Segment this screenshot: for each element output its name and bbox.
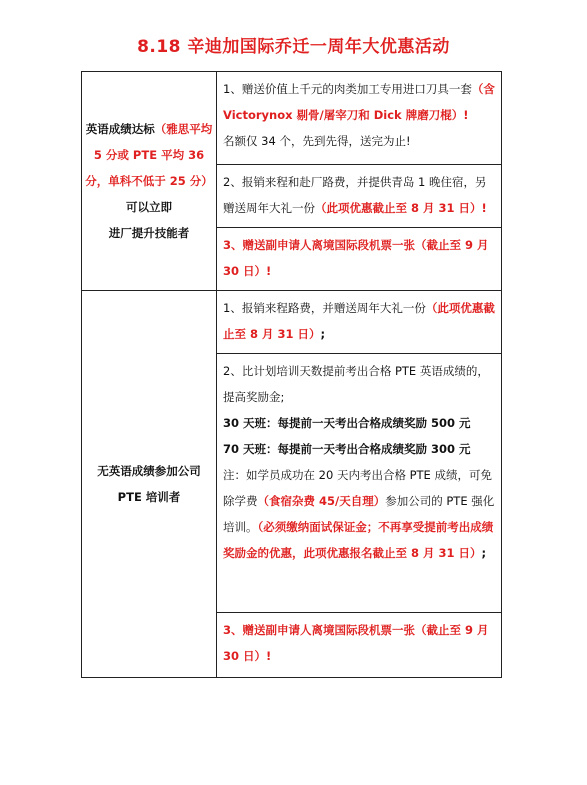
section-2-item-1 xyxy=(217,291,502,354)
item-highlight: （此项优惠截止至 8 月 31 日） xyxy=(223,301,495,341)
section-1-label-cell xyxy=(82,72,217,291)
note-a: 注：如学员成功在 20 天内考出合格 PTE 成绩，可免除学费 xyxy=(223,468,492,508)
item-highlight: 3、赠送副申请人离境国际段机票一张（截止至 9 月 30 日）! xyxy=(223,238,489,278)
note-b: （食宿杂费 45/天自理） xyxy=(257,494,386,508)
section-1-criteria: （雅思平均 5 分或 PTE 平均 36 分，单科不低于 25 分） xyxy=(85,122,213,188)
note-d: （必须缴纳面试保证金；不再享受提前考出成绩奖励金的优惠，此项优惠报名截止至 8 月 31 日） xyxy=(223,520,494,560)
section-1-line2: 进厂提升技能者 xyxy=(108,226,190,240)
item-text: 2、报销来程和赴厂路费，并提供青岛 1 晚住宿，另赠送周年大礼一份 xyxy=(223,175,487,215)
section-2-line2: PTE 培训者 xyxy=(117,490,181,504)
table-row xyxy=(82,291,502,354)
section-2-item-3 xyxy=(217,613,502,678)
section-1-item-2 xyxy=(217,165,502,228)
bonus-70-day: 70 天班：每提前一天考出合格成绩奖励 300 元 xyxy=(223,442,471,456)
item-text: 1、赠送价值上千元的肉类加工专用进口刀具一套 xyxy=(223,82,472,96)
item-text: 2、比计划培训天数提前考出合格 PTE 英语成绩的，提高奖励金; xyxy=(223,364,489,404)
item-highlight: （含 Victorynox 剔骨/屠宰刀和 Dick 牌磨刀棍）! xyxy=(223,82,495,122)
item-note: 名额仅 34 个，先到先得，送完为止! xyxy=(223,134,411,148)
section-1-item-3 xyxy=(217,228,502,291)
section-2-line1: 无英语成绩参加公司 xyxy=(97,464,201,478)
section-1-label: 英语成绩达标 xyxy=(85,122,155,136)
item-tail: ; xyxy=(320,327,326,341)
item-highlight: 3、赠送副申请人离境国际段机票一张（截止至 9 月 30 日）! xyxy=(223,623,489,663)
bonus-30-day: 30 天班：每提前一天考出合格成绩奖励 500 元 xyxy=(223,416,471,430)
page-title: 8.18 辛迪加国际乔迁一周年大优惠活动 xyxy=(137,37,450,57)
section-1-item-1 xyxy=(217,72,502,165)
note-e: ; xyxy=(481,546,487,560)
section-1-line1: 可以立即 xyxy=(126,200,172,214)
note-c: 参加公司的 PTE 强化培训。 xyxy=(223,494,495,534)
promo-table xyxy=(81,71,502,678)
item-highlight: （此项优惠截止至 8 月 31 日）! xyxy=(315,201,487,215)
table-row xyxy=(82,72,502,165)
section-2-label-cell xyxy=(82,291,217,678)
section-2-item-2 xyxy=(217,354,502,613)
item-text: 1、报销来程路费，并赠送周年大礼一份 xyxy=(223,301,426,315)
